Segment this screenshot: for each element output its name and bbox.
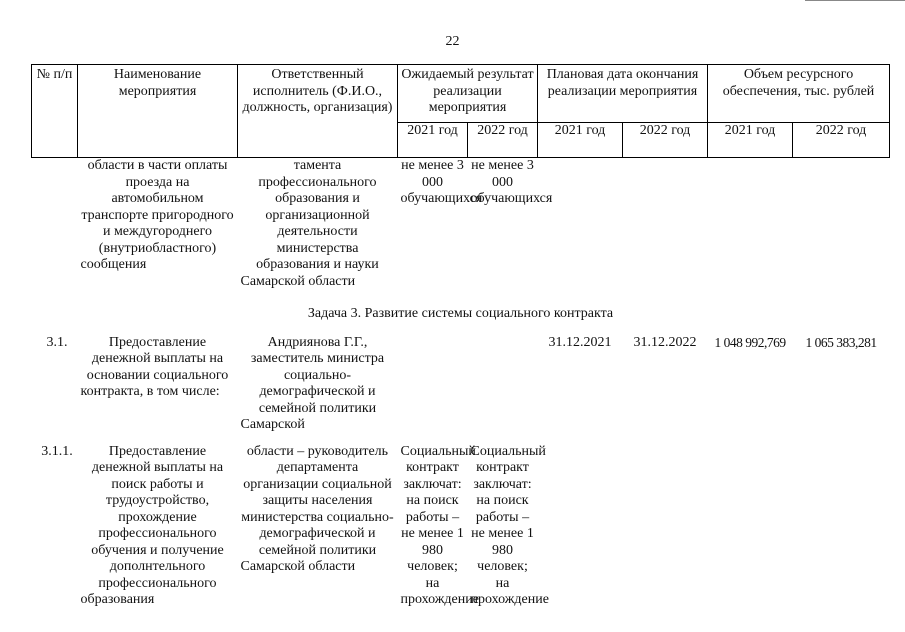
cell-result-2021: не менее 3 000 обучающихся — [400, 158, 483, 206]
table-row — [32, 327, 890, 436]
cell-responsible: области – руководитель департамента организации социальной защиты населения министерства социально-демографической и семейной политики Самарской области — [240, 443, 394, 574]
task-row — [32, 292, 890, 327]
header-year: 2021 год — [708, 123, 793, 158]
header-year: 2021 год — [538, 123, 623, 158]
header-expected: Ожидаемый результат реализации мероприятия — [398, 65, 538, 123]
header-year: 2022 год — [468, 123, 538, 158]
header-year: 2022 год — [623, 123, 708, 158]
cell-name: области в части оплаты проезда на автомобильном транспорте пригородного и междугороднего (внутриобластного) сообщения — [80, 158, 234, 272]
cell-name: Предоставление денежной выплаты на поиск работы и трудоустройство, прохождение профессионального обучения и получение дополнтельного профессионального образования — [80, 443, 224, 607]
cell-name: Предоставление денежной выплаты на основании социального контракта, в том числе: — [80, 334, 229, 399]
table-row — [32, 436, 890, 611]
header-planned-date: Плановая дата окончания реализации мероприятия — [538, 65, 708, 123]
cell-num: 3.1. — [46, 334, 68, 350]
header-year: 2021 год — [398, 123, 468, 158]
header-funding: Объем ресурсного обеспечения, тыс. рублей — [708, 65, 890, 123]
cell-result-2022: не менее 3 000 обучающихся — [470, 158, 553, 206]
cell-result-2021: Социальный контракт заключат: на поиск работы – не менее 1 980 человек; на прохождение — [400, 443, 479, 607]
top-rule — [805, 0, 905, 1]
cell-responsible: Андриянова Г.Г., заместитель министра социально-демографической и семейной политики Самарской — [240, 334, 385, 432]
cell-num — [32, 158, 78, 293]
action-plan-table — [31, 64, 890, 611]
header-name: Наименование мероприятия — [78, 65, 238, 158]
page-number: 22 — [445, 34, 460, 49]
cell-date-2021: 31.12.2021 — [548, 334, 612, 350]
cell-date-2022: 31.12.2022 — [633, 334, 697, 350]
header-responsible: Ответственный исполнитель (Ф.И.О., должность, организация) — [238, 65, 398, 158]
cell-responsible: тамента профессионального образования и организационной деятельности министерства образования и науки Самарской области — [240, 158, 379, 289]
cell-fund-2022: 1 065 383,281 — [805, 334, 877, 350]
cell-num: 3.1.1. — [41, 443, 73, 459]
cell-result-2022: Социальный контракт заключат: на поиск работы – не менее 1 980 человек; на прохождение — [470, 443, 549, 607]
header-year: 2022 год — [793, 123, 890, 158]
cell-fund-2021: 1 048 992,769 — [714, 334, 786, 350]
table-row — [32, 158, 890, 293]
header-num: № п/п — [32, 65, 78, 158]
task-heading: Задача 3. Развитие системы социального контракта — [307, 306, 614, 321]
